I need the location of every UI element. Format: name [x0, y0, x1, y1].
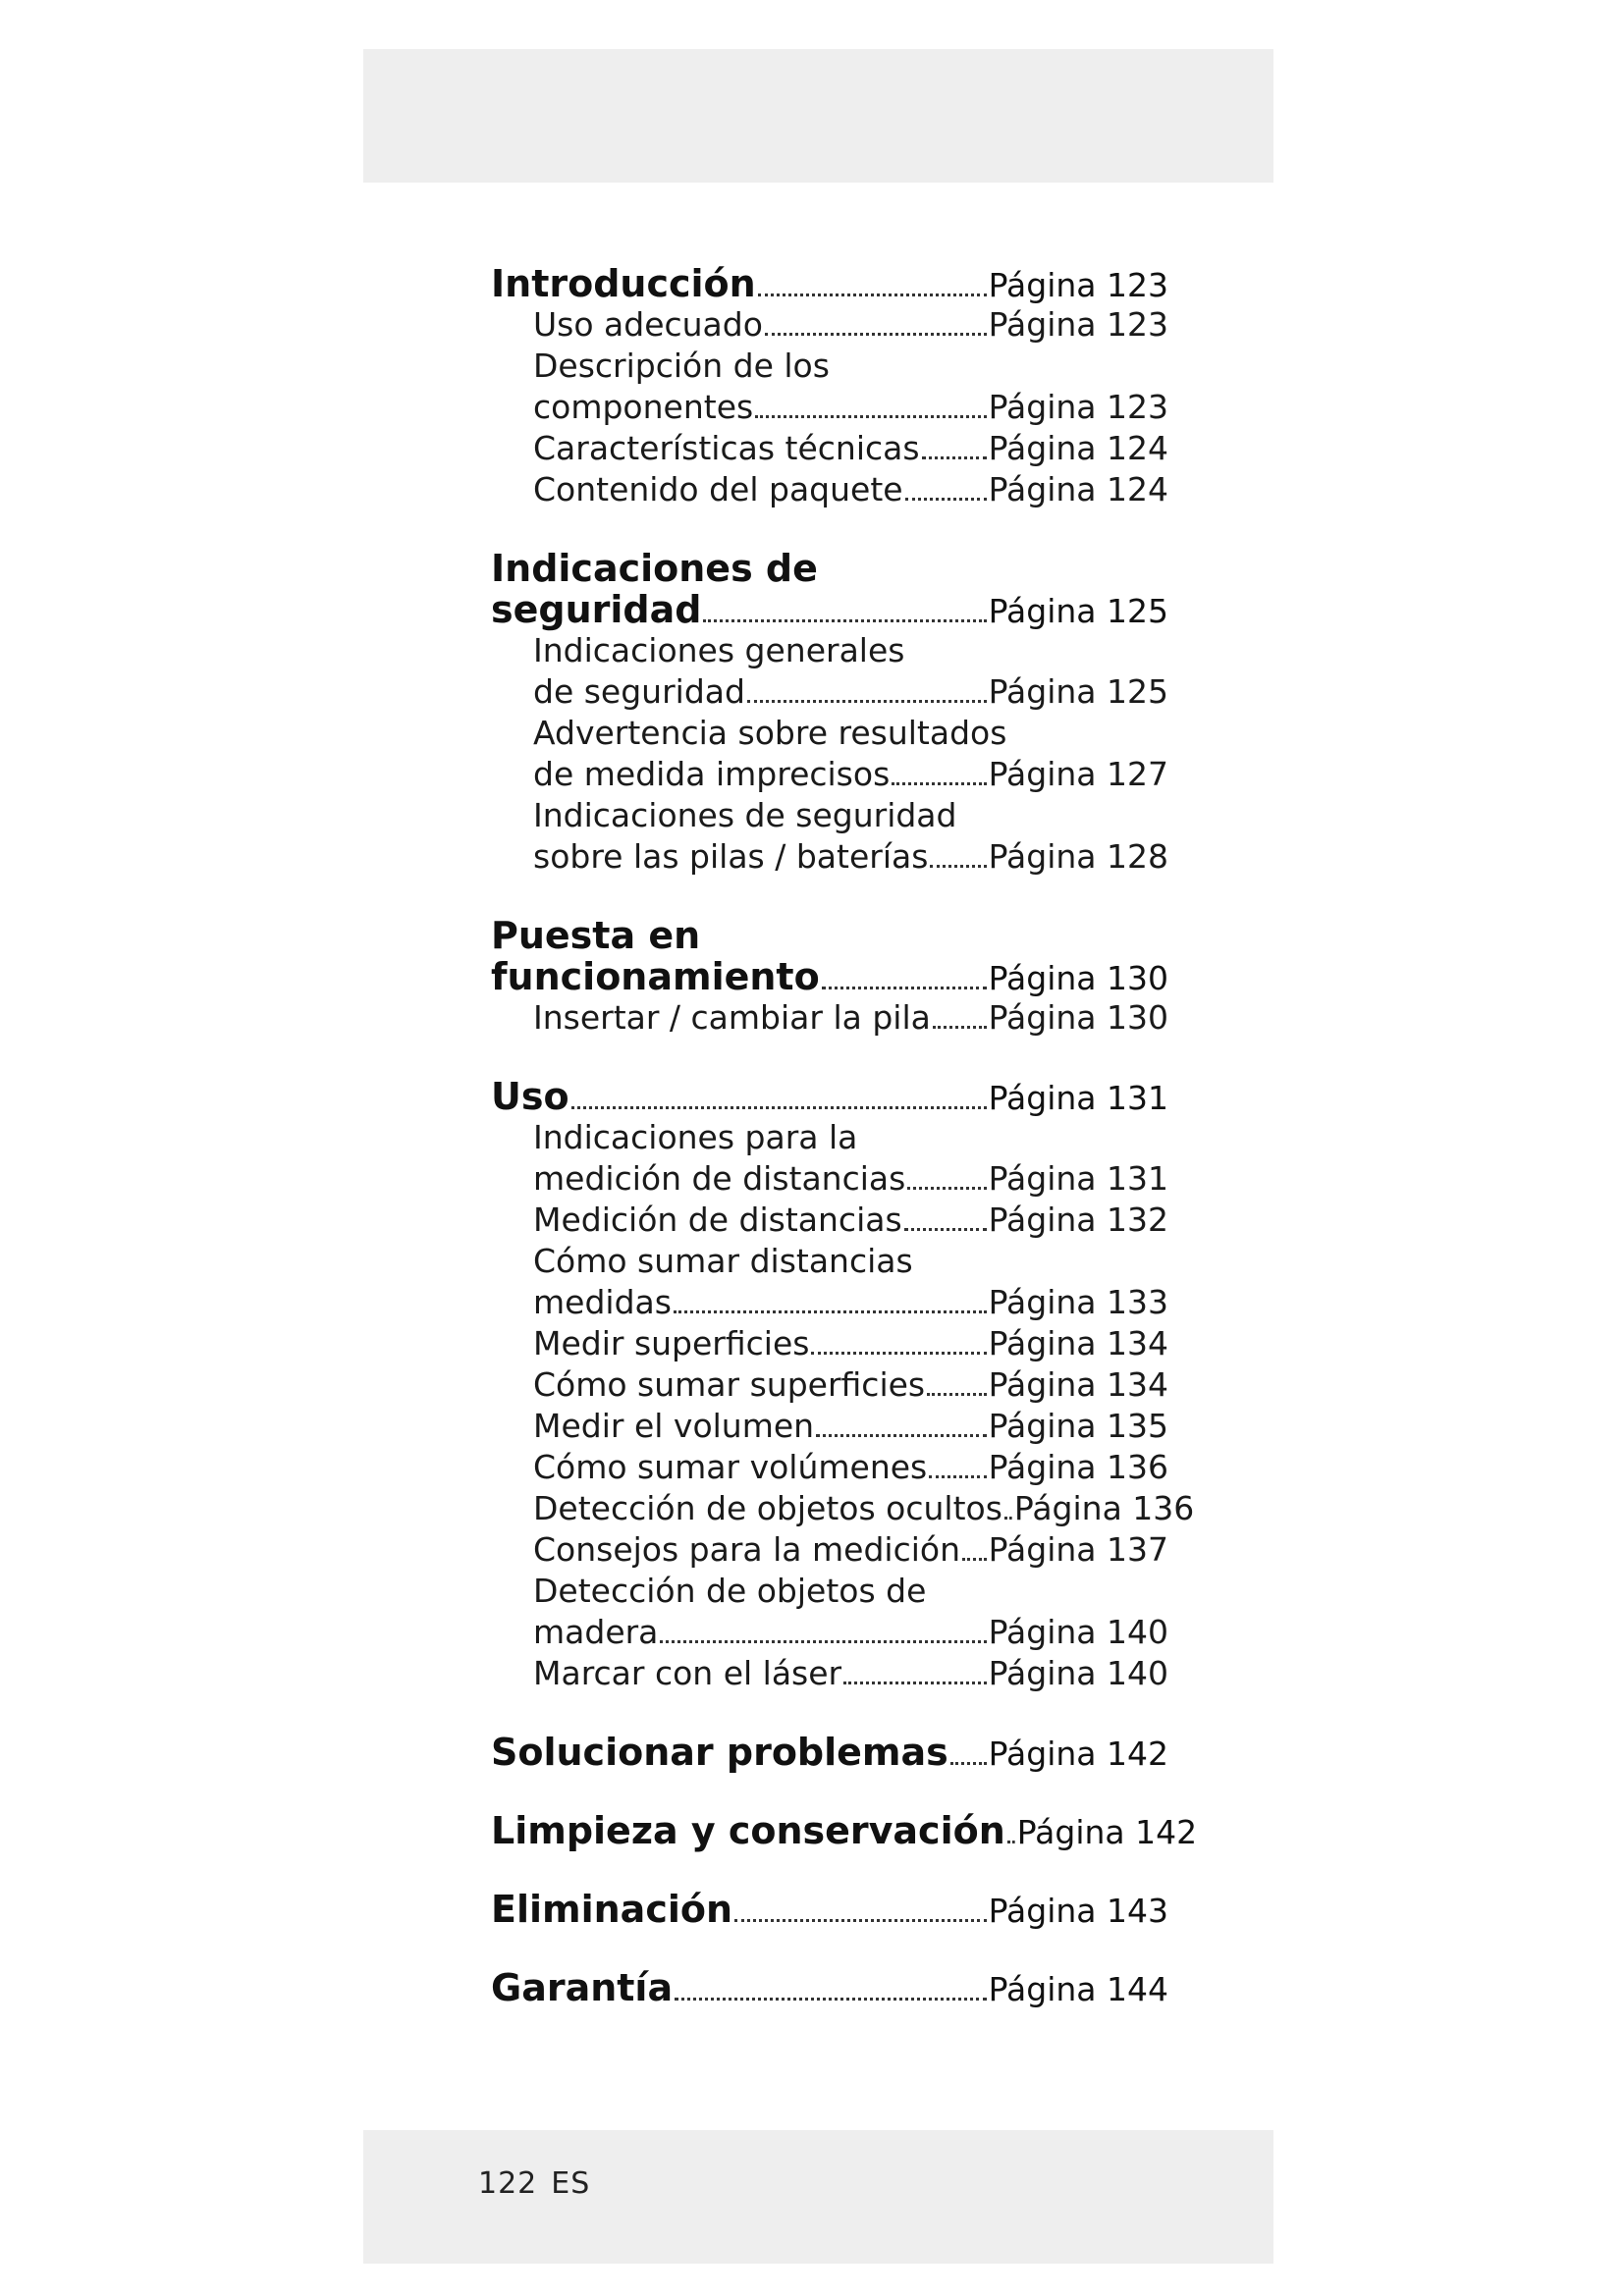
toc-entry-caracteristicas[interactable]: [491, 428, 1168, 469]
toc-title: Cómo sumar superficies: [533, 1365, 926, 1404]
toc-page: Página 140: [988, 1613, 1168, 1651]
toc-page: Página 133: [988, 1283, 1168, 1321]
toc-entry-contenido[interactable]: [491, 469, 1168, 510]
dot-leader: [674, 1310, 987, 1313]
toc-title: medición de distancias: [533, 1159, 906, 1198]
toc-title: funcionamiento: [491, 955, 820, 998]
dot-leader: [1007, 1841, 1015, 1843]
toc-title: Detección de objetos ocultos: [533, 1489, 1002, 1527]
toc-entry-marcar[interactable]: [491, 1653, 1168, 1694]
toc-entry-puesta-line1[interactable]: [491, 915, 1168, 956]
toc-entry-sumar-dist[interactable]: [491, 1282, 1168, 1323]
toc-entry-ind-pilas-line1[interactable]: [491, 795, 1168, 836]
toc-entry-insertar[interactable]: [491, 997, 1168, 1039]
toc-page: Página 134: [988, 1324, 1168, 1362]
toc-page: Página 132: [988, 1201, 1168, 1239]
dot-leader: [962, 1558, 987, 1561]
toc-entry-deteccion-madera-line1[interactable]: [491, 1571, 1168, 1612]
toc-page: Página 123: [988, 266, 1168, 304]
toc-entry-introduccion[interactable]: [491, 263, 1168, 304]
toc-title: Eliminación: [491, 1888, 733, 1931]
toc-page: Página 123: [988, 388, 1168, 426]
toc-page: Página 123: [988, 305, 1168, 344]
section-gap: [491, 878, 1168, 915]
toc-entry-eliminacion[interactable]: [491, 1889, 1168, 1930]
toc-title: Cómo sumar volúmenes: [533, 1448, 928, 1486]
toc-page: Página 131: [988, 1159, 1168, 1198]
toc-title: Insertar / cambiar la pila: [533, 998, 931, 1037]
dot-leader: [922, 456, 987, 459]
toc-entry-sumar-vol[interactable]: [491, 1447, 1168, 1488]
toc-title: Detección de objetos de: [533, 1572, 927, 1610]
toc-entry-ind-generales[interactable]: [491, 671, 1168, 713]
toc-page: Página 142: [988, 1735, 1168, 1773]
dot-leader: [816, 1434, 987, 1437]
page-number: 122: [478, 2166, 538, 2201]
page-footer: [478, 2166, 604, 2201]
section-gap: [491, 1039, 1168, 1076]
toc-title: Medición de distancias: [533, 1201, 902, 1239]
toc-entry-advertencia-line1[interactable]: [491, 713, 1168, 754]
toc-title: Indicaciones para la: [533, 1118, 858, 1156]
dot-leader: [843, 1682, 987, 1684]
dot-leader: [1004, 1517, 1012, 1520]
toc-entry-ind-medicion-line1[interactable]: [491, 1117, 1168, 1158]
toc-title: Consejos para la medición: [533, 1530, 960, 1569]
toc-entry-sumar-dist-line1[interactable]: [491, 1241, 1168, 1282]
dot-leader: [930, 865, 986, 868]
toc-entry-descripcion-line1[interactable]: [491, 346, 1168, 387]
toc-title: Uso adecuado: [533, 305, 763, 344]
toc-title: Puesta en: [491, 914, 701, 957]
table-of-contents: [491, 262, 1198, 2009]
toc-page: Página 127: [988, 755, 1168, 793]
toc-page: Página 144: [988, 1970, 1168, 2008]
dot-leader: [929, 1475, 986, 1478]
toc-page: Página 136: [988, 1448, 1168, 1486]
toc-title: Limpieza y conservación: [491, 1809, 1005, 1852]
toc-entry-limpieza[interactable]: [491, 1809, 1198, 1852]
toc-title: Características técnicas: [533, 429, 920, 467]
toc-page: Página 137: [988, 1530, 1168, 1569]
toc-entry-ind-medicion[interactable]: [491, 1158, 1168, 1200]
toc-page: Página 142: [1016, 1813, 1198, 1851]
dot-leader: [747, 700, 987, 703]
toc-entry-sumar-sup[interactable]: [491, 1364, 1168, 1406]
toc-page: Página 124: [988, 470, 1168, 508]
toc-entry-medir-vol[interactable]: [491, 1406, 1168, 1447]
toc-title: Advertencia sobre resultados: [533, 714, 1007, 752]
dot-leader: [675, 1998, 987, 2001]
toc-page: Página 135: [988, 1407, 1168, 1445]
toc-title: Descripción de los: [533, 347, 830, 385]
dot-leader: [755, 415, 986, 418]
toc-page: Página 130: [988, 959, 1168, 997]
toc-page: Página 124: [988, 429, 1168, 467]
toc-entry-descripcion[interactable]: [491, 387, 1168, 428]
toc-entry-deteccion-ocultos[interactable]: [491, 1488, 1195, 1529]
toc-entry-garantia[interactable]: [491, 1967, 1168, 2008]
dot-leader: [571, 1106, 987, 1109]
toc-entry-consejos[interactable]: [491, 1529, 1168, 1571]
toc-entry-puesta[interactable]: [491, 956, 1168, 997]
header-band: [363, 49, 1273, 183]
toc-page: Página 125: [988, 672, 1168, 711]
toc-entry-uso-adecuado[interactable]: [491, 304, 1168, 346]
toc-page: Página 134: [988, 1365, 1168, 1404]
toc-entry-uso[interactable]: [491, 1076, 1168, 1117]
toc-title: sobre las pilas / baterías: [533, 837, 929, 876]
dot-leader: [904, 1228, 987, 1231]
toc-page: Página 131: [988, 1079, 1168, 1117]
section-gap: [491, 1930, 1168, 1967]
dot-leader: [758, 294, 987, 296]
dot-leader: [734, 1919, 987, 1922]
dot-leader: [822, 987, 987, 989]
toc-title: Marcar con el láser: [533, 1654, 842, 1692]
toc-page: Página 136: [1013, 1489, 1195, 1527]
dot-leader: [765, 333, 987, 336]
dot-leader: [927, 1393, 987, 1396]
toc-title: seguridad: [491, 588, 702, 631]
toc-title: Solucionar problemas: [491, 1731, 948, 1774]
section-gap: [491, 1773, 1168, 1810]
toc-title: Introducción: [491, 262, 756, 305]
toc-entry-ind-generales-line1[interactable]: [491, 630, 1168, 671]
toc-title: de seguridad: [533, 672, 745, 711]
toc-title: Indicaciones de seguridad: [533, 796, 957, 834]
toc-entry-medir-sup[interactable]: [491, 1323, 1168, 1364]
dot-leader: [892, 782, 986, 785]
toc-page: Página 130: [988, 998, 1168, 1037]
toc-entry-medicion[interactable]: [491, 1200, 1168, 1241]
dot-leader: [950, 1762, 987, 1765]
section-gap: [491, 1694, 1168, 1732]
toc-entry-advertencia[interactable]: [491, 754, 1168, 795]
toc-title: Contenido del paquete: [533, 470, 903, 508]
toc-title: Garantía: [491, 1966, 674, 2009]
toc-title: Indicaciones generales: [533, 631, 905, 669]
dot-leader: [933, 1026, 987, 1029]
toc-entry-deteccion-madera[interactable]: [491, 1612, 1168, 1653]
toc-title: Uso: [491, 1075, 569, 1118]
section-gap: [491, 1851, 1168, 1889]
dot-leader: [703, 619, 986, 622]
toc-title: madera: [533, 1613, 659, 1651]
toc-title: Medir superficies: [533, 1324, 810, 1362]
toc-page: Página 125: [988, 592, 1168, 630]
language-code: ES: [551, 2166, 591, 2201]
dot-leader: [811, 1352, 986, 1355]
toc-title: Indicaciones de: [491, 547, 818, 590]
toc-entry-indicaciones[interactable]: [491, 589, 1168, 630]
toc-entry-ind-pilas[interactable]: [491, 836, 1168, 878]
toc-title: medidas: [533, 1283, 672, 1321]
toc-page: Página 128: [988, 837, 1168, 876]
section-gap: [491, 510, 1168, 548]
toc-page: Página 143: [988, 1892, 1168, 1930]
dot-leader: [907, 1187, 986, 1190]
toc-entry-indicaciones-line1[interactable]: [491, 548, 1168, 589]
toc-title: de medida imprecisos: [533, 755, 891, 793]
toc-entry-solucionar[interactable]: [491, 1732, 1168, 1773]
dot-leader: [660, 1640, 986, 1643]
toc-title: componentes: [533, 388, 754, 426]
toc-title: Medir el volumen: [533, 1407, 815, 1445]
toc-title: Cómo sumar distancias: [533, 1242, 913, 1280]
dot-leader: [905, 498, 987, 501]
toc-page: Página 140: [988, 1654, 1168, 1692]
